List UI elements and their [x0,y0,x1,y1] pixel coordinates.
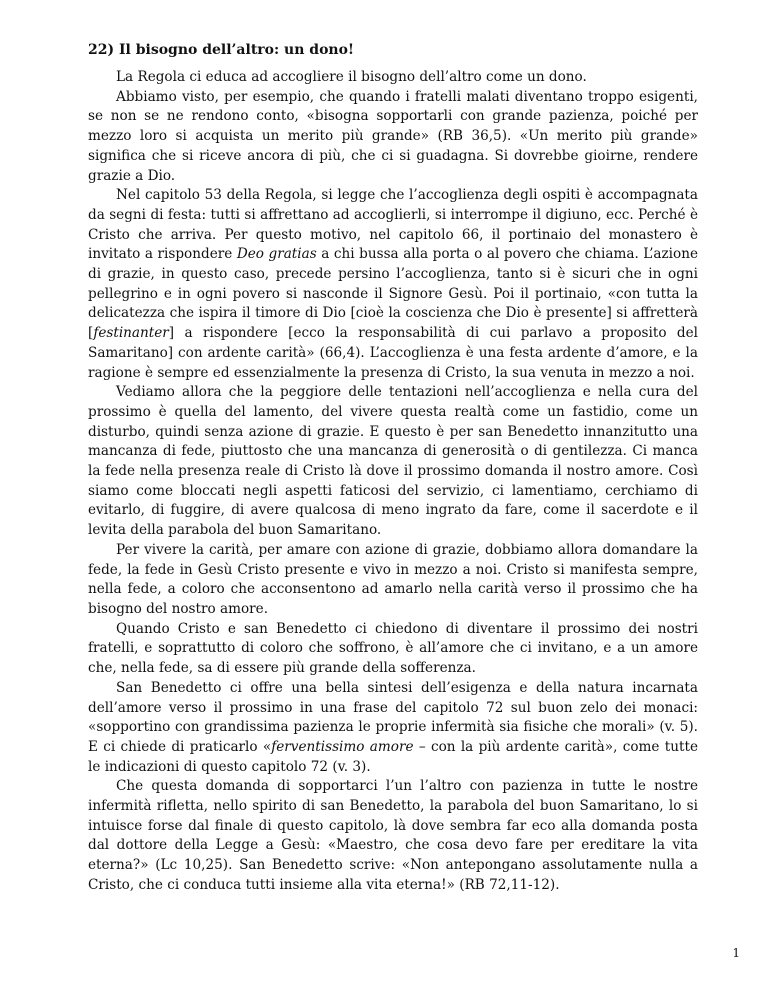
document-page [88,40,698,896]
paragraph-5 [88,541,698,620]
paragraph-1-text: La Regola ci educa ad accogliere il bisogno dell’altro come un dono. [116,69,587,85]
section-title: 22) Il bisogno dell’altro: un dono! [88,42,355,58]
paragraph-4-text: Vediamo allora che la peggiore delle tentazioni nell’accoglienza e nella cura del prossimo è quella del lamento, del vivere questa realtà come un fastidio, come un disturbo, quindi senza azione di grazie. E questo è per san Benedetto innanzitutto una mancanza di fede, piuttosto che una mancanza di generosità o di gentilezza. Ci manca la fede nella presenza reale di Cristo là dove il prossimo domanda il nostro amore. Così siamo come bloccati negli aspetti faticosi del servizio, ci lamentiamo, cerchiamo di evitarlo, di fuggire, di avere qualcosa di meno ingrato da fare, come il sacerdote e il levita della parabola del buon Samaritano. [88,384,698,539]
paragraph-3-text-a: Nel capitolo 53 della Regola, si legge che l’accoglienza degli ospiti è accompagnata da segni di festa: tutti si affrettano ad accoglierli, si interrompe il digiuno, ecc. Perché è Cristo che arriva. Per questo motivo, nel capitolo 66, il portinaio del monastero è invitato a rispondere [88,187,698,263]
paragraph-2 [88,88,698,187]
page-number: 1 [732,946,740,960]
paragraph-6 [88,620,698,679]
paragraph-7 [88,679,698,778]
paragraph-7-text-b: – con la più ardente carità», come tutte le indicazioni di questo capitolo 72 (v. 3). [88,738,698,775]
paragraph-1 [88,68,698,88]
paragraph-3-text-c: ] a rispondere [ecco la responsabilità di cui parlavo a proposito del Samaritano] con ardente carità» (66,4). L’accoglienza è una festa ardente d’amore, e la ragione è sempre ed essenzialmente la presenza di Cristo, la sua venuta in mezzo a noi. [88,325,698,381]
latin-festinanter: festinanter [93,325,169,342]
paragraph-3 [88,186,698,383]
paragraph-4 [88,383,698,541]
latin-ferventissimo-amore: ferventissimo amore [271,738,414,755]
paragraph-6-text: Quando Cristo e san Benedetto ci chiedono di diventare il prossimo dei nostri fratelli, e soprattutto di coloro che soffrono, è all’amore che ci invitano, e a un amore che, nella fede, sa di essere più grande della sofferenza. [88,620,698,677]
paragraph-3-text-b: a chi bussa alla porta o al povero che chiama. L’azione di grazie, in questo caso, precede persino l’accoglienza, tanto si è sicuri che in ogni pellegrino e in ogni povero si nasconde il Signore Gesù. Poi il portinaio, «con tutta la delicatezza che ispira il timore di Dio [cioè la coscienza che Dio è presente] si affretterà [ [88,246,698,342]
paragraph-5-text: Per vivere la carità, per amare con azione di grazie, dobbiamo allora domandare la fede, la fede in Gesù Cristo presente e vivo in mezzo a noi. Cristo si manifesta sempre, nella fede, a coloro che acconsentono ad amarlo nella carità verso il prossimo che ha bisogno del nostro amore. [88,541,698,617]
paragraph-7-text-a: San Benedetto ci offre una bella sintesi dell’esigenza e della natura incarnata dell’amore verso il prossimo in una frase del capitolo 72 sul buon zelo dei monaci: «sopportino con grandissima pazienza le proprie infermità sia fisiche che morali» (v. 5). E ci chiede di praticarlo « [88,679,698,755]
paragraph-8-text: Che questa domanda di sopportarci l’un l’altro con pazienza in tutte le nostre infermità rifletta, nello spirito di san Benedetto, la parabola del buon Samaritano, lo si intuisce forse dal finale di questo capitolo, là dove sembra far eco alla domanda posta dal dottore della Legge a Gesù: «Maestro, che cosa devo fare per ereditare la vita eterna?» (Lc 10,25). San Benedetto scrive: «Non antepongano assolutamente nulla a Cristo, che ci conduca tutti insieme alla vita eterna!» (RB 72,11-12). [88,778,698,893]
paragraph-2-text: Abbiamo visto, per esempio, che quando i fratelli malati diventano troppo esigenti, se non se ne rendono conto, «bisogna sopportarli con grande pazienza, poiché per mezzo loro si acquista un merito più grande» (RB 36,5). «Un merito più grande» significa che si riceve ancora di più, che ci si guadagna. Si dovrebbe gioirne, rendere grazie a Dio. [88,88,698,184]
paragraph-8 [88,777,698,895]
latin-deo-gratias: Deo gratias [236,246,317,263]
